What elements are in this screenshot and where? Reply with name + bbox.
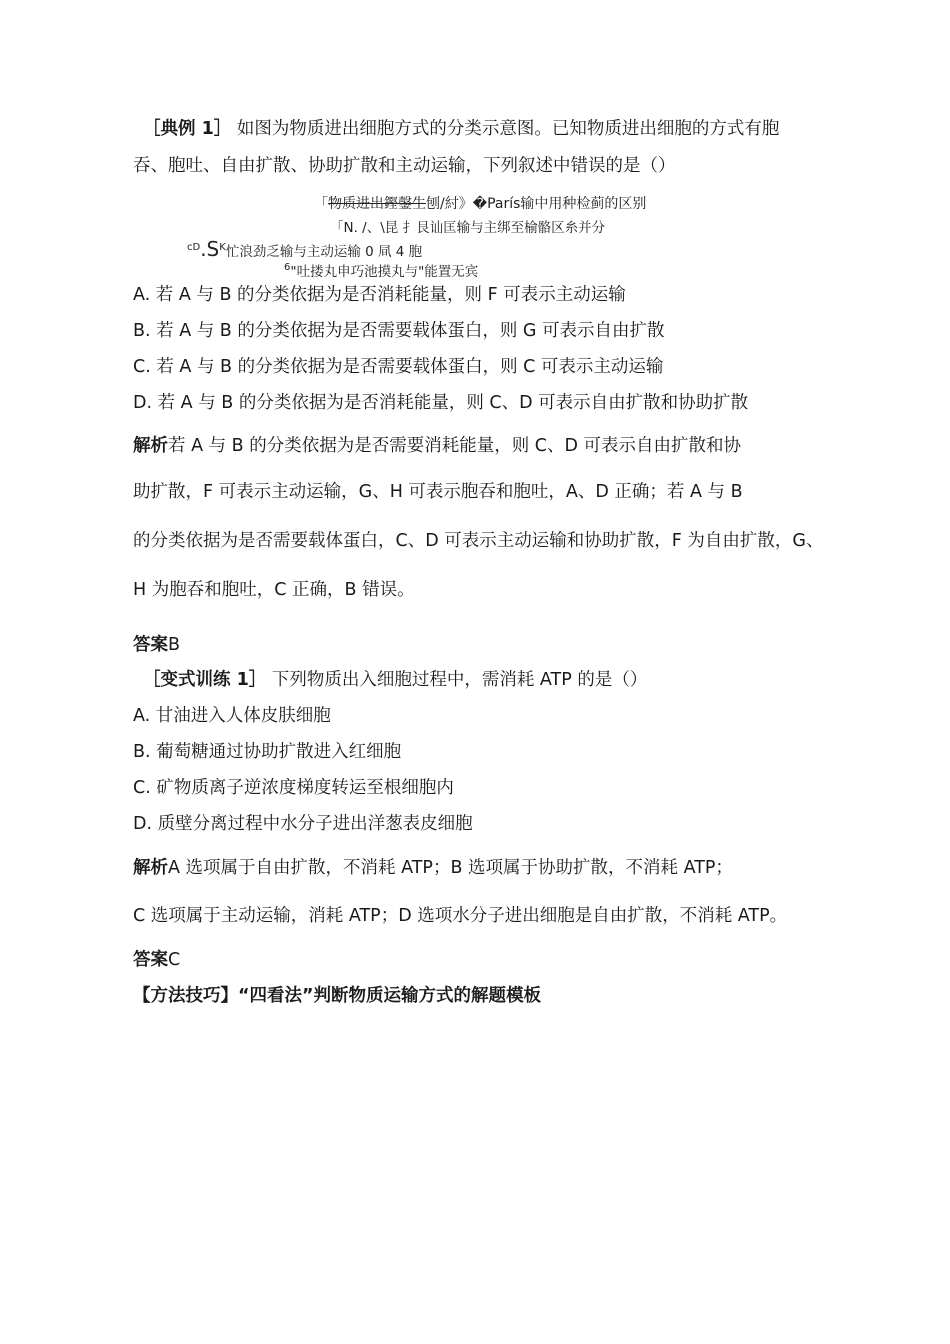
analysis1-label: 解析 bbox=[133, 436, 168, 456]
analysis1-line3: 的分类依据为是否需要载体蛋白，C、D 可表示主动运输和协助扩散，F 为自由扩散，G、 bbox=[133, 531, 824, 551]
analysis2-line1: 解析A 选项属于自由扩散，不消耗 ATP；B 选项属于协助扩散，不消耗 ATP； bbox=[133, 858, 733, 878]
diagram-line3: $^{cD}.S^K$忙浪劲乏输与主动运输 0 凬 4 胞 bbox=[187, 237, 423, 261]
example-question-text: 如图为物质进出细胞方式的分类示意图。已知物质进出细胞的方式有胞 bbox=[236, 119, 780, 139]
example-label: ［典例 1］ bbox=[143, 119, 232, 139]
exercise-option-a: A. 甘油进入人体皮肤细胞 bbox=[133, 706, 331, 726]
option-d: D. 若 A 与 B 的分类依据为是否消耗能量，则 C、D 可表示自由扩散和协助扩散 bbox=[133, 393, 749, 413]
answer2-value: C bbox=[168, 950, 181, 970]
diagram-line2: 「N. /、\昆 扌艮讪匡输与主绑至榆骼区糸并分 bbox=[330, 220, 606, 236]
analysis2-line2: C 选项属于主动运输，消耗 ATP；D 选项水分子进出细胞是自由扩散，不消耗 ATP。 bbox=[133, 906, 788, 926]
answer1 bbox=[133, 633, 180, 657]
analysis1-line4: H 为胞吞和胞吐，C 正确，B 错误。 bbox=[133, 580, 415, 600]
exercise-question bbox=[143, 668, 647, 692]
analysis1-line2: 助扩散，F 可表示主动运输，G、H 可表示胞吞和胞吐，A、D 正确；若 A 与 B bbox=[133, 482, 743, 502]
diagram-line4: $^6$"吐搂丸申巧池摸丸与"能置无宾 bbox=[284, 262, 479, 280]
example-question-line2: 吞、胞吐、自由扩散、协助扩散和主动运输，下列叙述中错误的是（） bbox=[133, 156, 676, 176]
answer2-label: 答案 bbox=[133, 950, 168, 970]
answer1-value: B bbox=[168, 635, 181, 655]
method-tip-heading: 【方法技巧】“四看法”判断物质运输方式的解题模板 bbox=[133, 986, 542, 1006]
exercise-option-c: C. 矿物质离子逆浓度梯度转运至根细胞内 bbox=[133, 778, 454, 798]
option-a: A. 若 A 与 B 的分类依据为是否消耗能量，则 F 可表示主动运输 bbox=[133, 285, 626, 305]
answer1-label: 答案 bbox=[133, 635, 168, 655]
answer2 bbox=[133, 948, 180, 972]
exercise-label: ［变式训练 1］ bbox=[143, 670, 267, 690]
option-b: B. 若 A 与 B 的分类依据为是否需要载体蛋白，则 G 可表示自由扩散 bbox=[133, 321, 665, 341]
option-c: C. 若 A 与 B 的分类依据为是否需要载体蛋白，则 C 可表示主动运输 bbox=[133, 357, 664, 377]
exercise-option-d: D. 质壁分离过程中水分子进出洋葱表皮细胞 bbox=[133, 814, 473, 834]
example-question-line1 bbox=[143, 117, 779, 141]
exercise-question-text: 下列物质出入细胞过程中，需消耗 ATP 的是（） bbox=[271, 670, 648, 690]
diagram-line1: 「物质进出鏗鏧生刨/紂》�París输中用种检蓟的区别 bbox=[314, 196, 647, 212]
analysis2-label: 解析 bbox=[133, 858, 168, 878]
diagram-strike-text: 物质进出鏗鏧生 bbox=[328, 196, 426, 212]
analysis1-line1: 解析若 A 与 B 的分类依据为是否需要消耗能量，则 C、D 可表示自由扩散和协 bbox=[133, 436, 742, 456]
exercise-option-b: B. 葡萄糖通过协助扩散进入红细胞 bbox=[133, 742, 402, 762]
